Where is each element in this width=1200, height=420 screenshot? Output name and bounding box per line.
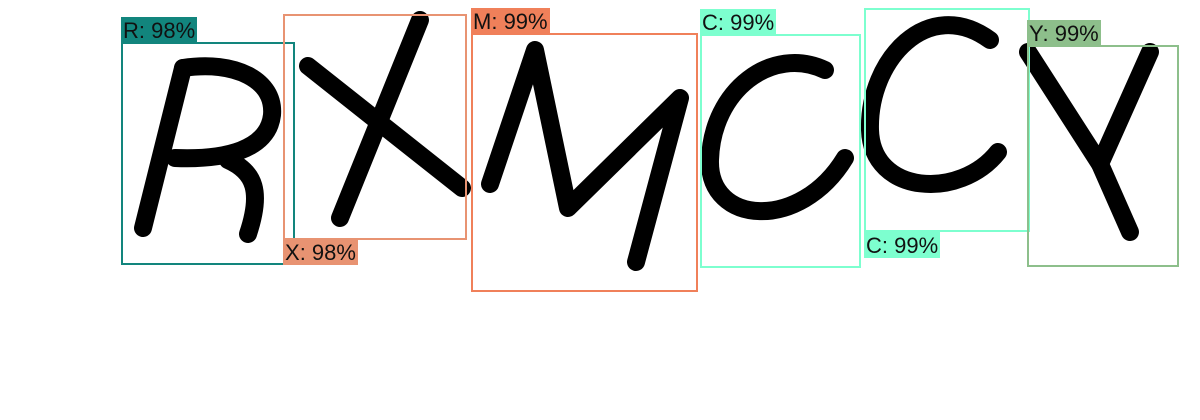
detection-box-x bbox=[283, 14, 467, 240]
detection-box-c1 bbox=[700, 34, 861, 268]
detection-label-c1: C: 99% bbox=[702, 10, 775, 35]
detection-label-c2: C: 99% bbox=[866, 233, 939, 258]
detection-label-m: M: 99% bbox=[473, 9, 548, 34]
detection-label-x: X: 98% bbox=[285, 240, 356, 265]
detection-box-c2 bbox=[864, 8, 1030, 232]
detection-box-m bbox=[471, 33, 698, 292]
detection-box-y bbox=[1027, 45, 1179, 267]
detection-box-r bbox=[121, 42, 295, 265]
detection-label-r: R: 98% bbox=[123, 18, 196, 43]
detection-label-y: Y: 99% bbox=[1029, 21, 1099, 46]
